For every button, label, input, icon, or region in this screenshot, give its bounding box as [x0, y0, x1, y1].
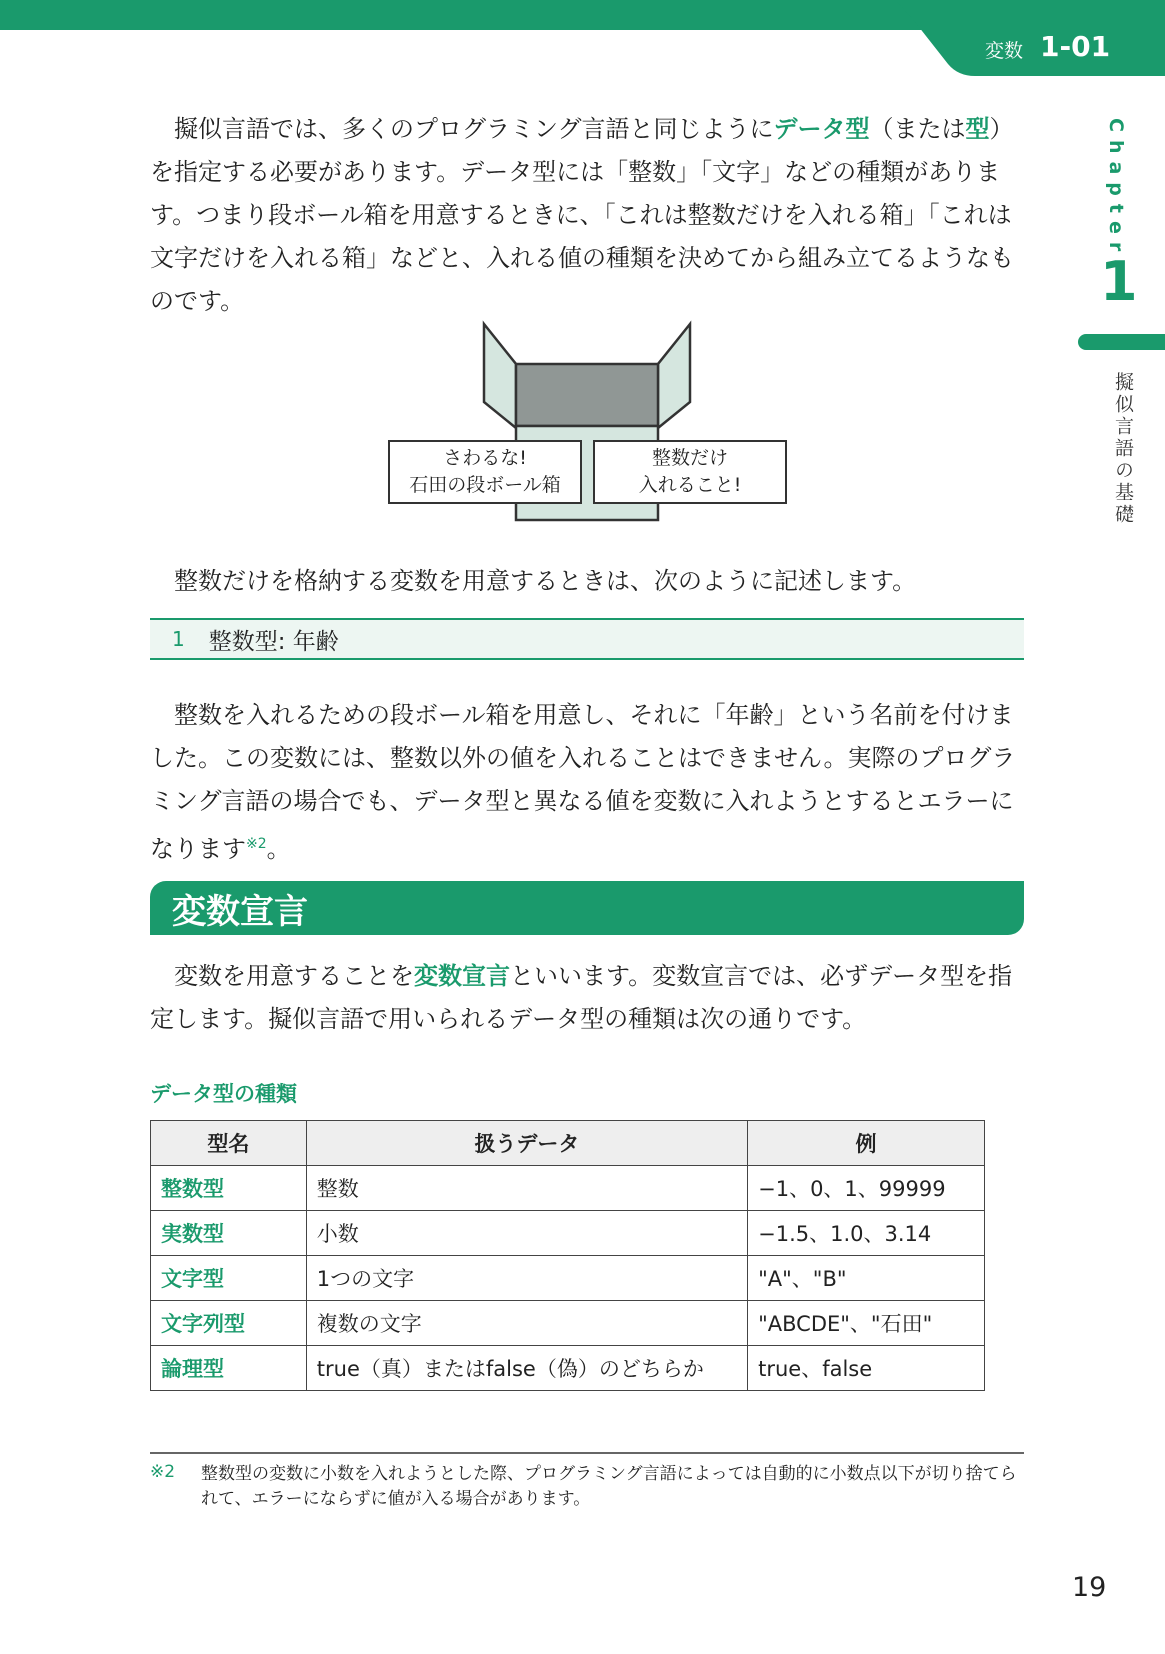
table-header-row	[151, 1121, 985, 1166]
after-code-paragraph: 整数を入れるための段ボール箱を用意し、それに「年齢」という名前を付けました。この変数には、整数以外の値を入れることはできません。実際のプログラミング言語の場合でも、データ型と異なる値を変数に入れようとするとエラーになります$^{※2}$。	[150, 701, 1016, 863]
section-heading: 変数宣言	[150, 881, 1024, 935]
type-name: 実数型	[151, 1211, 307, 1256]
type-name: 文字列型	[151, 1301, 307, 1346]
type-data: 複数の文字	[306, 1301, 747, 1346]
chapter-title: 擬似言語の基礎	[1112, 372, 1134, 526]
term-variable-declaration: 変数宣言	[414, 962, 510, 990]
table-row	[151, 1211, 985, 1256]
type-data: true（真）またはfalse（偽）のどちらか	[306, 1346, 747, 1391]
column-header: 例	[748, 1121, 985, 1166]
table-row	[151, 1166, 985, 1211]
term-type: 型	[965, 115, 990, 143]
chapter-number: 1	[1100, 250, 1138, 313]
column-header: 扱うデータ	[306, 1121, 747, 1166]
type-example: −1、0、1、99999	[748, 1166, 985, 1211]
header-section-number: 1-01	[1040, 30, 1111, 63]
box-lid-opening	[516, 364, 658, 426]
type-example: true、false	[748, 1346, 985, 1391]
header-section-label: 変数	[985, 40, 1024, 62]
declaration-paragraph: 変数を用意することを変数宣言といいます。変数宣言では、必ずデータ型を指定します。擬似言語で用いられるデータ型の種類は次の通りです。	[150, 962, 1013, 1033]
footnote-ref[interactable]: ※2	[246, 836, 267, 852]
type-name: 整数型	[151, 1166, 307, 1211]
type-data: 整数	[306, 1166, 747, 1211]
table-row	[151, 1301, 985, 1346]
code-line-number: 1	[172, 627, 185, 651]
chapter-marker	[1078, 334, 1165, 350]
type-data: 小数	[306, 1211, 747, 1256]
box-flap-left	[484, 324, 516, 428]
type-name: 論理型	[151, 1346, 307, 1391]
type-data: 1つの文字	[306, 1256, 747, 1301]
type-name: 文字型	[151, 1256, 307, 1301]
code-line: 整数型: 年齢	[208, 628, 339, 655]
page-number: 19	[1072, 1572, 1107, 1603]
table-caption: データ型の種類	[150, 1082, 297, 1106]
table-row	[151, 1256, 985, 1301]
figure-label-ishida-box: さわるな! 石田の段ボール箱	[388, 440, 582, 504]
type-example: −1.5、1.0、3.14	[748, 1211, 985, 1256]
figure-label-integer-only: 整数だけ 入れること!	[593, 440, 787, 504]
type-example: "ABCDE"、"石田"	[748, 1301, 985, 1346]
code-block	[150, 618, 1024, 660]
footnote-divider	[150, 1452, 1024, 1454]
column-header: 型名	[151, 1121, 307, 1166]
footnote-mark: ※2	[150, 1462, 176, 1482]
intro-paragraph: 擬似言語では、多くのプログラミング言語と同じようにデータ型（または型）を指定する必要があります。データ型には「整数」「文字」などの種類があります。つまり段ボール箱を用意するときに、「これは整数だけを入れる箱」「これは文字だけを入れる箱」などと、入れる値の種類を決めてから組み立てるようなものです。	[150, 115, 1014, 315]
term-data-type: データ型	[773, 115, 870, 143]
footnote-text: 整数型の変数に小数を入れようとした際、プログラミング言語によっては自動的に小数点以下が切り捨てられて、エラーにならずに値が入る場合があります。	[201, 1464, 1017, 1509]
declare-intro-paragraph: 整数だけを格納する変数を用意するときは、次のように記述します。	[174, 567, 917, 595]
table-row	[151, 1346, 985, 1391]
chapter-label: Chapter	[1105, 118, 1127, 260]
type-example: "A"、"B"	[748, 1256, 985, 1301]
box-flap-right	[658, 324, 690, 428]
data-types-table	[150, 1120, 985, 1391]
